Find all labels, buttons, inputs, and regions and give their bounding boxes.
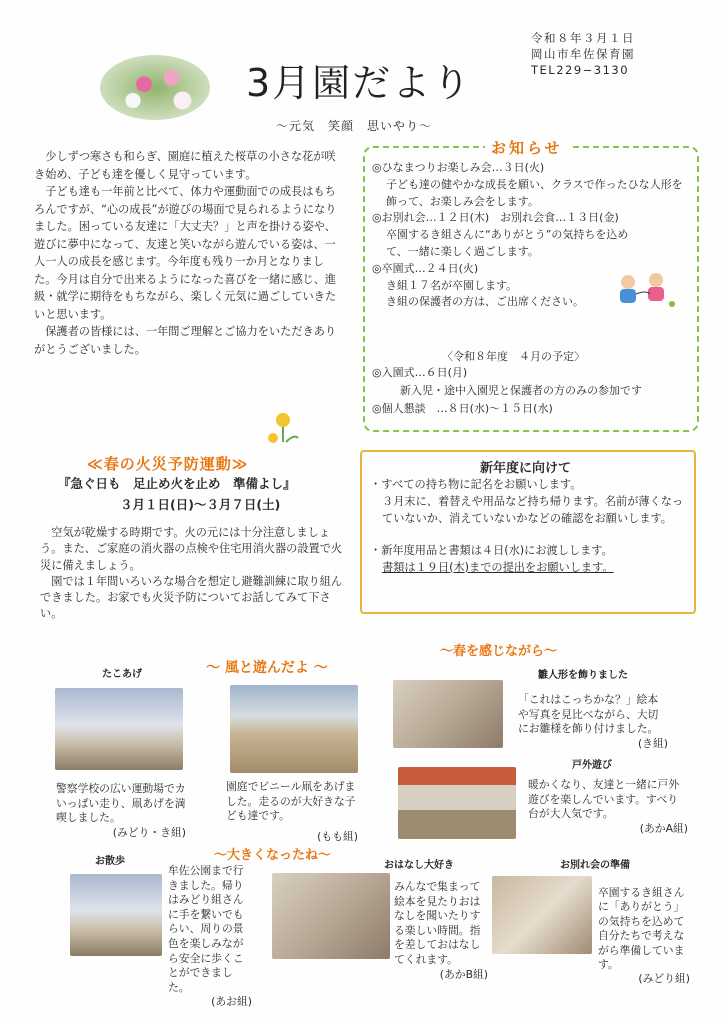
notice-item-head: ◎ひなまつりお楽しみ会…３日(火) bbox=[372, 161, 545, 174]
photo-tag: お別れ会の準備 bbox=[560, 860, 630, 871]
caption-text: 警察学校の広い運動場でカいっぱい走り、凧あげを満喫しました。 bbox=[56, 782, 186, 824]
next-item-body: 新入児・途中入園児と保護者の方のみの参加です bbox=[400, 384, 642, 397]
hina-dolls-photo bbox=[393, 680, 503, 748]
vinyl-kite-photo bbox=[230, 685, 358, 773]
intro-paragraph: 保護者の皆様には、一年間ご理解とご協力をいただきありがとうございました。 bbox=[34, 325, 337, 356]
notice-item-body: 子ども達の健やかな成長を願い、クラスで作ったひな人形を飾って、お楽しみ会をします。 bbox=[386, 177, 683, 208]
photo-tag: おはなし大好き bbox=[384, 860, 454, 871]
next-item-head: ◎個人懇談 …８日(水)〜１５日(水) bbox=[372, 402, 553, 415]
photo-caption bbox=[528, 778, 688, 836]
motto: 〜元気 笑顔 思いやり〜 bbox=[276, 119, 433, 133]
newyear-title: 新年度に向けて bbox=[480, 461, 572, 476]
section-grown: 〜大きくなったね〜 bbox=[214, 848, 332, 863]
newyear-point: ・新年度用品と書類は４日(水)にお渡しします。 bbox=[370, 543, 613, 557]
photo-caption bbox=[168, 864, 252, 1010]
phone-number: TEL229−3130 bbox=[531, 63, 630, 77]
fire-paragraph: 空気が乾燥する時期です。火の元には十分注意しましょう。また、ご家庭の消火器の点検や住宅用消火器の設置で火災に備えましょう。 bbox=[40, 526, 343, 572]
dandelion-icon bbox=[266, 412, 300, 444]
caption-text: 卒園するき組さんに「ありがとう」の気持ちを込めて自分たちで考えながら準備しています。 bbox=[598, 886, 685, 972]
newyear-body bbox=[370, 476, 688, 576]
issue-date: 令和８年３月１日 bbox=[531, 31, 635, 45]
caption-text: みんなで集まって絵本を見たりおはなしを聞いたりする楽しい時間。指を差しておはなしてくれます。 bbox=[394, 880, 481, 966]
header-info bbox=[531, 30, 635, 78]
class-label: (もも組) bbox=[317, 829, 358, 843]
notice-item-body: 卒園するき組さんに“ありがとう”の気持ちを込めて、一緒に楽しく過ごします。 bbox=[386, 228, 629, 258]
kite-photo bbox=[55, 688, 183, 770]
caption-text: 「これはこっちかな？」絵本や写真を見比べながら、大切にお雛様を飾り付けました。 bbox=[518, 693, 659, 735]
caption-text: 暖かくなり、友達と一緒に戸外遊びを楽しんでいます。すべり台が大人気です。 bbox=[528, 778, 680, 820]
section-spring: 〜春を感じながら〜 bbox=[440, 644, 558, 659]
fire-body bbox=[40, 525, 345, 623]
caption-text: 園庭でビニール凧をあげました。走るのが大好きな子ども達です。 bbox=[226, 780, 356, 822]
photo-tag: 戸外遊び bbox=[572, 760, 612, 771]
photo-tag: たこあげ bbox=[102, 669, 142, 680]
notice-item-head: ◎卒園式…２４日(火) bbox=[372, 261, 479, 275]
fire-paragraph: 園では１年間いろいろな場合を想定し避難訓練に取り組んできました。お家でも火災予防についてお話してみて下さい。 bbox=[40, 574, 343, 621]
photo-caption bbox=[518, 693, 668, 751]
section-wind: 〜 風と遊んだよ 〜 bbox=[206, 660, 328, 676]
class-label: (あかA組) bbox=[639, 821, 688, 835]
newyear-deadline: 書類は１９日(木)までの提出をお願いします。 bbox=[382, 560, 614, 574]
intro-paragraph: 少しずつ寒さも和らぎ、園庭に植えた桜草の小さな花が咲き始め、子ども達を優しく見守っています。 bbox=[34, 150, 336, 181]
caption-text: 牟佐公園まで行きました。帰りはみどり組さんに手を繋いでもらい、周りの景色を楽しみながら安全に歩くことができました。 bbox=[168, 864, 244, 994]
children-illustration bbox=[608, 268, 680, 312]
slide-photo bbox=[398, 767, 516, 839]
class-label: (あお組) bbox=[211, 995, 252, 1009]
photo-tag: お散歩 bbox=[95, 856, 125, 867]
class-label: (き組) bbox=[637, 736, 668, 750]
notice-item-body: き組１７名が卒園します。 き組の保護者の方は、ご出席ください。 bbox=[386, 278, 584, 309]
class-label: (みどり組) bbox=[638, 972, 690, 986]
fire-title: ≪春の火災予防運動≫ bbox=[87, 455, 249, 473]
intro-text bbox=[34, 148, 346, 358]
class-label: (あかB組) bbox=[439, 967, 488, 981]
photo-caption bbox=[598, 886, 690, 987]
next-header: 〈令和８年度 ４月の予定〉 bbox=[442, 350, 585, 363]
intro-paragraph: 子ども達も一年前と比べて、体力や運動面での成長はもちろんですが、“心の成長”が遊びの場面で見られるようになりました。困っている友達に「大丈夫？」と声を掛ける姿や、遊びに夢中になって、友達と笑いながら遊んでいる姿は、一人一人の成長を感じます。今年度も残り一か月となりました。今月は自分で出来るようになった喜びを一緒に感じ、進級・就学に期待をもちながら、楽しく元気に過ごしていきたいと思います。 bbox=[34, 185, 337, 321]
newyear-detail: ３月末に、着替えや用品など持ち帰ります。名前が薄くなっていないか、消えていないかなどの確認をお願いします。 bbox=[382, 495, 684, 526]
fire-slogan: 『急ぐ日も 足止め火を止め 準備よし』 bbox=[58, 476, 296, 491]
page-title: 3月園だより bbox=[246, 61, 473, 105]
farewell-prep-photo bbox=[492, 876, 592, 954]
notice-item-head: ◎お別れ会…１２日(木) お別れ会食…１３日(金) bbox=[372, 211, 619, 225]
photo-caption bbox=[394, 880, 488, 982]
notice-title: お知らせ bbox=[485, 137, 569, 158]
walk-photo bbox=[70, 874, 162, 956]
class-label: (みどり・き組) bbox=[112, 825, 186, 839]
photo-caption bbox=[56, 782, 186, 840]
next-list bbox=[372, 364, 692, 418]
next-item-head: ◎入園式…６日(月) bbox=[372, 366, 468, 379]
flower-photo bbox=[100, 55, 210, 120]
fire-period: ３月１日(日)〜３月７日(土) bbox=[120, 497, 281, 512]
photo-caption bbox=[226, 780, 358, 844]
org-name: 岡山市牟佐保育園 bbox=[531, 47, 635, 61]
newyear-point: ・すべての持ち物に記名をお願いします。 bbox=[370, 478, 582, 491]
story-photo bbox=[272, 873, 390, 959]
photo-tag: 雛人形を飾りました bbox=[538, 670, 628, 681]
